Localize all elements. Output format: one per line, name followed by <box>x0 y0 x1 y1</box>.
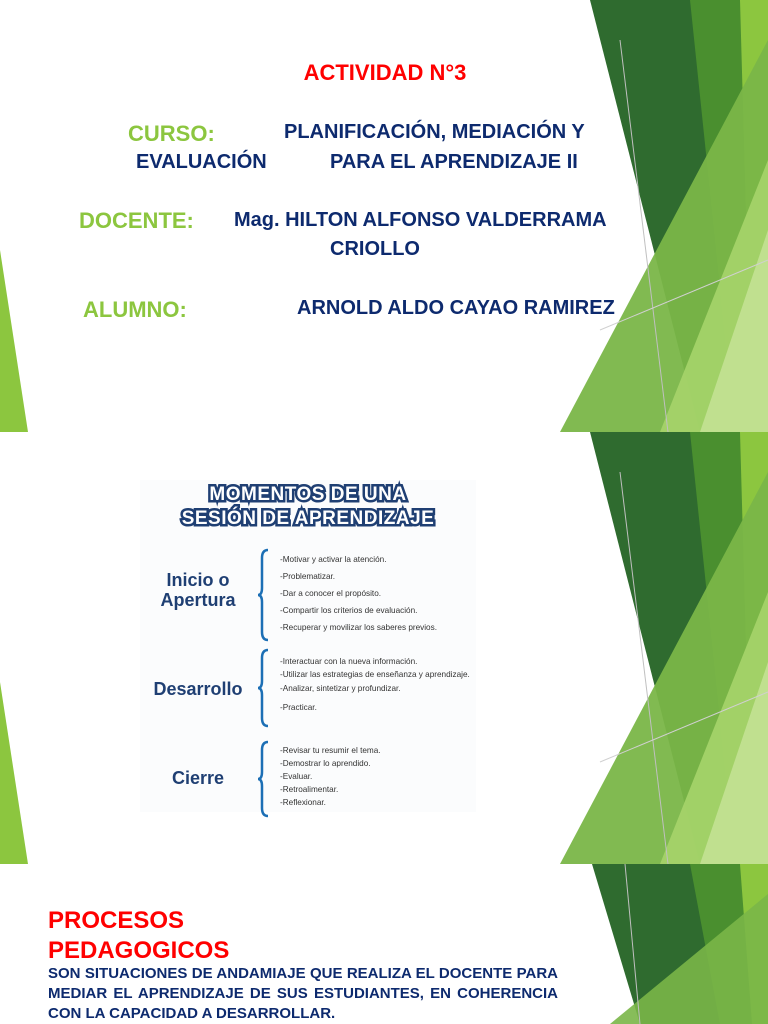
list-item: -Interactuar con la nueva información. <box>280 657 418 666</box>
session-moments-infographic <box>140 480 476 812</box>
list-item: -Motivar y activar la atención. <box>280 555 387 564</box>
brace-icon <box>258 548 270 642</box>
slide-title <box>0 0 768 432</box>
activity-title: ACTIVIDAD N°3 <box>303 60 467 85</box>
curso-line2b: PARA EL APRENDIZAJE II <box>330 151 578 173</box>
slide-processes <box>0 864 768 1024</box>
alumno-label: ALUMNO: <box>83 297 187 322</box>
curso-line1: PLANIFICACIÓN, MEDIACIÓN Y <box>284 121 585 143</box>
list-item: -Revisar tu resumir el tema. <box>280 746 381 755</box>
docente-line1: Mag. HILTON ALFONSO VALDERRAMA <box>234 209 607 231</box>
stage-cierre-label <box>140 768 256 788</box>
list-item: -Analizar, sintetizar y profundizar. <box>280 683 401 693</box>
processes-title <box>48 906 229 966</box>
stage-inicio-label-line2: Apertura <box>160 590 236 610</box>
list-item: -Practicar. <box>280 702 317 712</box>
alumno-name: ARNOLD ALDO CAYAO RAMIREZ <box>297 297 615 319</box>
curso-line2a: EVALUACIÓN <box>136 151 267 173</box>
list-item: -Problematizar. <box>280 572 336 581</box>
docente-label: DOCENTE: <box>79 208 194 233</box>
stage-cierre-list <box>280 745 480 808</box>
stage-desarrollo-list <box>280 656 470 713</box>
list-item: -Dar a conocer el propósito. <box>280 589 382 598</box>
list-item: -Recuperar y movilizar los saberes previos. <box>280 623 437 632</box>
brace-icon <box>258 740 270 818</box>
list-item: -Evaluar. <box>280 772 313 781</box>
list-item: -Demostrar lo aprendido. <box>280 759 371 768</box>
infographic-title-line1: MOMENTOS DE UNA <box>209 484 407 505</box>
stage-inicio-label-line1: Inicio o <box>166 570 230 590</box>
slide-moments <box>0 432 768 864</box>
stage-desarrollo-label-line1: Desarrollo <box>153 679 243 699</box>
docente-line2: CRIOLLO <box>330 238 420 260</box>
curso-label: CURSO: <box>128 121 215 146</box>
list-item: -Retroalimentar. <box>280 785 339 794</box>
stage-inicio-label <box>140 570 256 610</box>
processes-title-line2: PEDAGOGICOS <box>48 937 230 964</box>
infographic-title-line2: SESIÓN DE APRENDIZAJE <box>181 508 435 529</box>
stage-inicio-list <box>280 554 480 633</box>
stage-desarrollo-label <box>140 679 256 699</box>
processes-body: SON SITUACIONES DE ANDAMIAJE QUE REALIZA EL DOCENTE PARA MEDIAR EL APRENDIZAJE DE SUS ESTUDIANTES, EN COHERENCIA CON LA CAPACIDAD A DESARROLLAR. <box>48 965 558 1022</box>
list-item: -Compartir los criterios de evaluación. <box>280 606 418 615</box>
list-item: -Utilizar las estrategias de enseñanza y aprendizaje. <box>280 670 470 679</box>
list-item: -Reflexionar. <box>280 798 326 807</box>
stage-cierre-label-line1: Cierre <box>171 768 225 788</box>
brace-icon <box>258 648 270 728</box>
processes-title-line1: PROCESOS <box>48 907 185 934</box>
